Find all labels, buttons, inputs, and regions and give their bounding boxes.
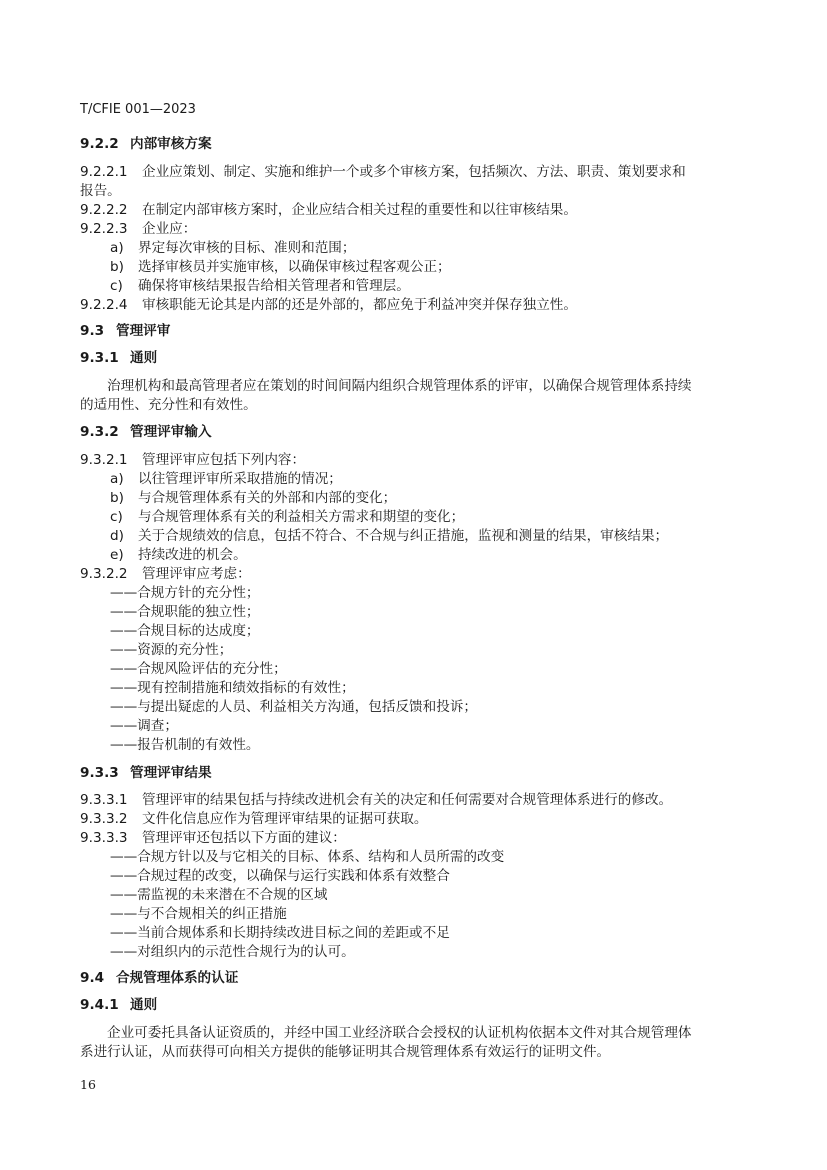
list-label: b) [110, 259, 124, 275]
section-number: 9.3 [80, 323, 105, 339]
dash-item: ——与不合规相关的纠正措施 [110, 906, 287, 922]
list-item [110, 526, 737, 546]
clause-text: 管理评审应考虑： [142, 566, 251, 582]
clause-text: 在制定内部审核方案时，企业应结合相关过程的重要性和以往审核结果。 [142, 202, 577, 218]
dash-item: ——与提出疑虑的人员、利益相关方沟通，包括反馈和投诉； [110, 699, 478, 715]
page-number: 16 [80, 1077, 96, 1092]
list-label: a) [110, 471, 124, 487]
section-heading-9-3-1 [80, 348, 737, 368]
section-number: 9.3.1 [80, 350, 119, 366]
list-item [110, 276, 737, 296]
section-number: 9.3.3 [80, 765, 119, 781]
dash-item: ——合规过程的改变，以确保与运行实践和体系有效整合 [110, 868, 450, 884]
clause-text: 企业应策划、制定、实施和维护一个或多个审核方案，包括频次、方法、职责、策划要求和 [142, 164, 686, 180]
clause-number: 9.3.3.2 [80, 811, 128, 827]
section-number: 9.4.1 [80, 997, 119, 1013]
section-heading-9-4 [80, 968, 737, 988]
clause-9-3-3-1 [80, 790, 737, 810]
list-text: 关于合规绩效的信息，包括不符合、不合规与纠正措施，监视和测量的结果，审核结果； [138, 528, 669, 544]
list-item [110, 469, 737, 489]
clause-9-2-2-4 [80, 295, 737, 315]
dash-item: ——报告机制的有效性。 [110, 737, 260, 753]
section-number: 9.2.2 [80, 136, 119, 152]
list-label: a) [110, 240, 124, 256]
clause-number: 9.2.2.1 [80, 164, 128, 180]
dash-item: ——对组织内的示范性合规行为的认可。 [110, 944, 355, 960]
clause-number: 9.2.2.2 [80, 202, 128, 218]
clause-9-3-2-2 [80, 564, 737, 584]
section-title: 管理评审 [116, 323, 171, 339]
dash-item: ——合规方针的充分性； [110, 585, 260, 601]
section-title: 通则 [130, 997, 158, 1013]
section-title: 合规管理体系的认证 [116, 970, 239, 986]
section-title: 管理评审输入 [130, 424, 212, 440]
list-text: 确保将审核结果报告给相关管理者和管理层。 [138, 278, 410, 294]
clause-9-3-2-1 [80, 450, 737, 470]
clause-text: 管理评审还包括以下方面的建议： [142, 830, 346, 846]
dash-item: ——合规目标的达成度； [110, 623, 260, 639]
list-text: 持续改进的机会。 [138, 547, 247, 563]
list-item [110, 488, 737, 508]
list-label: c) [110, 509, 123, 525]
dash-item: ——需监视的未来潜在不合规的区域 [110, 887, 328, 903]
section-heading-9-2-2 [80, 134, 737, 154]
clause-text: 管理评审应包括下列内容： [142, 452, 306, 468]
clause-number: 9.3.2.2 [80, 566, 128, 582]
dash-item: ——现有控制措施和绩效指标的有效性； [110, 680, 355, 696]
list-text: 界定每次审核的目标、准则和范围； [138, 240, 356, 256]
list-item [110, 507, 737, 527]
document-code: T/CFIE 001—2023 [80, 102, 196, 117]
paragraph-line: 治理机构和最高管理者应在策划的时间间隔内组织合规管理体系的评审，以确保合规管理体系持续 [107, 378, 692, 394]
clause-9-2-2-2 [80, 200, 737, 220]
clause-text: 文件化信息应作为管理评审结果的证据可获取。 [142, 811, 428, 827]
clause-text: 管理评审的结果包括与持续改进机会有关的决定和任何需要对合规管理体系进行的修改。 [142, 792, 673, 808]
section-title: 管理评审结果 [130, 765, 212, 781]
dash-item: ——合规职能的独立性； [110, 604, 260, 620]
clause-text: 审核职能无论其是内部的还是外部的，都应免于利益冲突并保存独立性。 [142, 297, 577, 313]
clause-9-3-3-3 [80, 828, 737, 848]
list-label: d) [110, 528, 124, 544]
paragraph-line: 企业可委托具备认证资质的，并经中国工业经济联合会授权的认证机构依据本文件对其合规管理体 [107, 1025, 692, 1041]
clause-number: 9.3.3.3 [80, 830, 128, 846]
list-label: e) [110, 547, 124, 563]
clause-number: 9.3.2.1 [80, 452, 128, 468]
clause-text: 企业应： [142, 221, 197, 237]
clause-9-2-2-1 [80, 162, 737, 182]
list-label: b) [110, 490, 124, 506]
clause-9-2-2-3 [80, 219, 737, 239]
section-number: 9.4 [80, 970, 105, 986]
section-number: 9.3.2 [80, 424, 119, 440]
list-label: c) [110, 278, 123, 294]
clause-number: 9.2.2.3 [80, 221, 128, 237]
list-text: 与合规管理体系有关的外部和内部的变化； [138, 490, 397, 506]
list-item [110, 257, 737, 277]
section-heading-9-3 [80, 321, 737, 341]
list-text: 与合规管理体系有关的利益相关方需求和期望的变化； [138, 509, 465, 525]
list-text: 以往管理评审所采取措施的情况； [138, 471, 342, 487]
section-title: 通则 [130, 350, 158, 366]
clause-9-3-3-2 [80, 809, 737, 829]
list-item [110, 238, 737, 258]
list-text: 选择审核员并实施审核，以确保审核过程客观公正； [138, 259, 451, 275]
dash-item: ——合规风险评估的充分性； [110, 661, 287, 677]
dash-item: ——资源的充分性； [110, 642, 233, 658]
clause-9-2-2-1-continuation: 报告。 [80, 183, 121, 199]
list-item [110, 545, 737, 565]
paragraph-line: 系进行认证，从而获得可向相关方提供的能够证明其合规管理体系有效运行的证明文件。 [80, 1044, 611, 1060]
dash-item: ——合规方针以及与它相关的目标、体系、结构和人员所需的改变 [110, 849, 505, 865]
section-heading-9-3-3 [80, 763, 737, 783]
section-heading-9-3-2 [80, 422, 737, 442]
dash-item: ——调查； [110, 718, 178, 734]
clause-number: 9.3.3.1 [80, 792, 128, 808]
section-title: 内部审核方案 [130, 136, 212, 152]
section-heading-9-4-1 [80, 995, 737, 1015]
clause-number: 9.2.2.4 [80, 297, 128, 313]
paragraph-line: 的适用性、充分性和有效性。 [80, 397, 257, 413]
dash-item: ——当前合规体系和长期持续改进目标之间的差距或不足 [110, 925, 450, 941]
